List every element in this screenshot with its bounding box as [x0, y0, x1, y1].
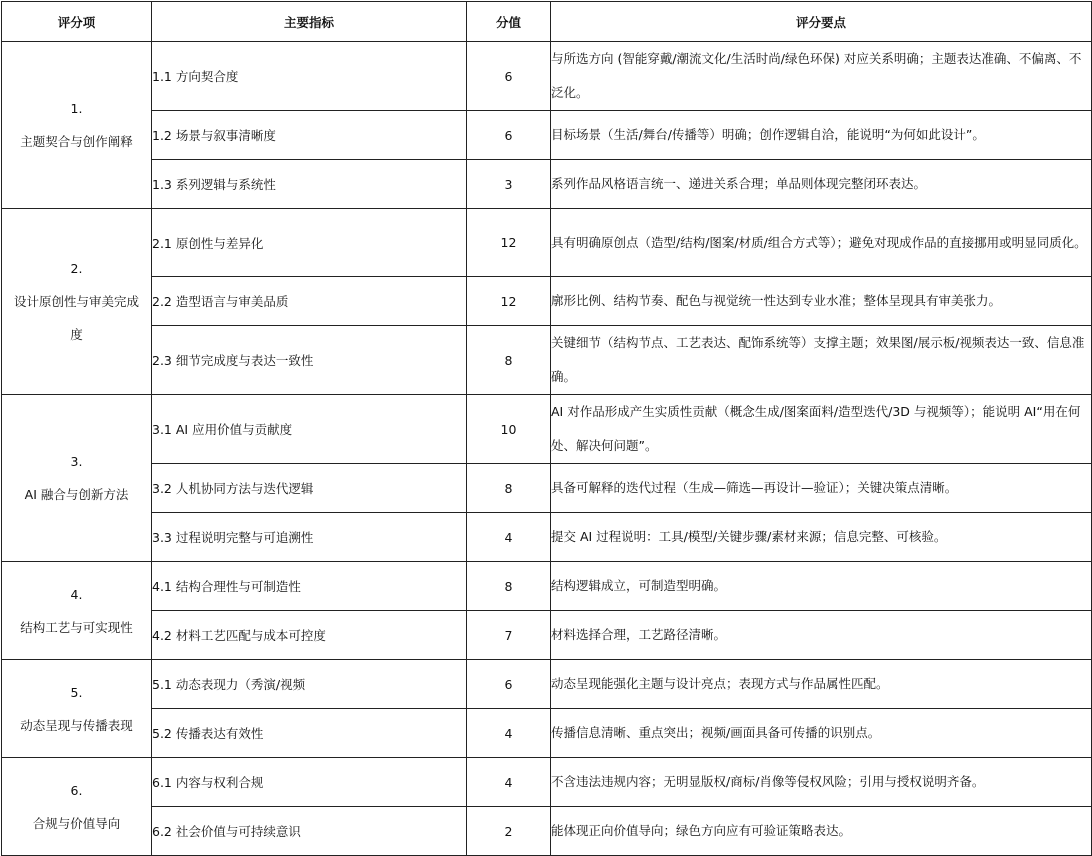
indicator-cell: 2.3 细节完成度与表达一致性: [152, 326, 467, 395]
indicator-cell: 2.1 原创性与差异化: [152, 209, 467, 277]
category-number: 1.: [70, 101, 83, 116]
points-cell: 具备可解释的迭代过程（生成—筛选—再设计—验证）；关键决策点清晰。: [551, 464, 1092, 513]
category-cell: [2, 395, 152, 562]
table-row: [2, 326, 1092, 395]
indicator-cell: 3.2 人机协同方法与迭代逻辑: [152, 464, 467, 513]
category-cell: [2, 758, 152, 856]
category-number: 6.: [70, 782, 83, 798]
indicator-cell: 4.2 材料工艺匹配与成本可控度: [152, 611, 467, 660]
table-row: [2, 42, 1092, 111]
category-number: 5.: [70, 684, 83, 700]
points-cell: 材料选择合理，工艺路径清晰。: [551, 611, 1092, 660]
scoring-rubric-table: [1, 1, 1092, 856]
table-row: [2, 611, 1092, 660]
indicator-cell: 3.1 AI 应用价值与贡献度: [152, 395, 467, 464]
points-cell: 提交 AI 过程说明：工具/模型/关键步骤/素材来源；信息完整、可核验。: [551, 513, 1092, 562]
indicator-cell: 6.2 社会价值与可持续意识: [152, 807, 467, 856]
indicator-cell: 1.3 系列逻辑与系统性: [152, 160, 467, 209]
points-cell: 具有明确原创点（造型/结构/图案/材质/组合方式等）；避免对现成作品的直接挪用或明显同质化。: [551, 209, 1092, 277]
category-cell: [2, 562, 152, 660]
category-name: 设计原创性与审美完成度: [13, 294, 139, 342]
table-row: [2, 464, 1092, 513]
score-cell: 8: [467, 464, 551, 513]
header-score: 分值: [467, 2, 551, 42]
points-cell: 与所选方向 (智能穿戴/潮流文化/生活时尚/绿色环保) 对应关系明确；主题表达准确、不偏离、不泛化。: [551, 42, 1092, 111]
indicator-cell: 1.1 方向契合度: [152, 42, 467, 111]
points-cell: AI 对作品形成产生实质性贡献（概念生成/图案面料/造型迭代/3D 与视频等）；能说明 AI“用在何处、解决何问题”。: [551, 395, 1092, 464]
category-cell: [2, 660, 152, 758]
table-row: [2, 513, 1092, 562]
indicator-cell: 2.2 造型语言与审美品质: [152, 277, 467, 326]
indicator-cell: 4.1 结构合理性与可制造性: [152, 562, 467, 611]
header-category: 评分项: [2, 2, 152, 42]
points-cell: 目标场景（生活/舞台/传播等）明确；创作逻辑自洽，能说明“为何如此设计”。: [551, 111, 1092, 160]
table-row: [2, 660, 1092, 709]
table-row: [2, 709, 1092, 758]
score-cell: 4: [467, 709, 551, 758]
category-name: 动态呈现与传播表现: [20, 717, 133, 733]
score-cell: 10: [467, 395, 551, 464]
table-row: [2, 111, 1092, 160]
table-row: [2, 277, 1092, 326]
score-cell: 12: [467, 277, 551, 326]
header-points: 评分要点: [551, 2, 1092, 42]
score-cell: 6: [467, 42, 551, 111]
score-cell: 7: [467, 611, 551, 660]
score-cell: 6: [467, 111, 551, 160]
indicator-cell: 1.2 场景与叙事清晰度: [152, 111, 467, 160]
score-cell: 8: [467, 326, 551, 395]
category-name: 主题契合与创作阐释: [20, 134, 133, 149]
points-cell: 结构逻辑成立，可制造型明确。: [551, 562, 1092, 611]
points-cell: 传播信息清晰、重点突出；视频/画面具备可传播的识别点。: [551, 709, 1092, 758]
score-cell: 3: [467, 160, 551, 209]
indicator-cell: 3.3 过程说明完整与可追溯性: [152, 513, 467, 562]
table-row: [2, 160, 1092, 209]
indicator-cell: 6.1 内容与权利合规: [152, 758, 467, 807]
table-row: [2, 807, 1092, 856]
points-cell: 动态呈现能强化主题与设计亮点；表现方式与作品属性匹配。: [551, 660, 1092, 709]
points-cell: 关键细节（结构节点、工艺表达、配饰系统等）支撑主题；效果图/展示板/视频表达一致、信息准确。: [551, 326, 1092, 395]
points-cell: 系列作品风格语言统一、递进关系合理；单品则体现完整闭环表达。: [551, 160, 1092, 209]
category-cell: [2, 42, 152, 209]
points-cell: 不含违法违规内容；无明显版权/商标/肖像等侵权风险；引用与授权说明齐备。: [551, 758, 1092, 807]
score-cell: 8: [467, 562, 551, 611]
points-cell: 廓形比例、结构节奏、配色与视觉统一性达到专业水准；整体呈现具有审美张力。: [551, 277, 1092, 326]
indicator-cell: 5.1 动态表现力（秀演/视频: [152, 660, 467, 709]
points-cell: 能体现正向价值导向；绿色方向应有可验证策略表达。: [551, 807, 1092, 856]
category-cell: [2, 209, 152, 395]
score-cell: 12: [467, 209, 551, 277]
table-row: [2, 758, 1092, 807]
category-name: 合规与价值导向: [32, 815, 121, 831]
category-name: 结构工艺与可实现性: [20, 619, 133, 635]
category-name: AI 融合与创新方法: [24, 487, 129, 502]
table-row: [2, 562, 1092, 611]
category-number: 4.: [70, 586, 83, 602]
category-number: 3.: [70, 454, 83, 469]
score-cell: 6: [467, 660, 551, 709]
score-cell: 4: [467, 758, 551, 807]
indicator-cell: 5.2 传播表达有效性: [152, 709, 467, 758]
score-cell: 4: [467, 513, 551, 562]
header-indicator: 主要指标: [152, 2, 467, 42]
table-row: [2, 395, 1092, 464]
table-row: [2, 209, 1092, 277]
header-row: [2, 2, 1092, 42]
category-number: 2.: [70, 261, 83, 276]
score-cell: 2: [467, 807, 551, 856]
